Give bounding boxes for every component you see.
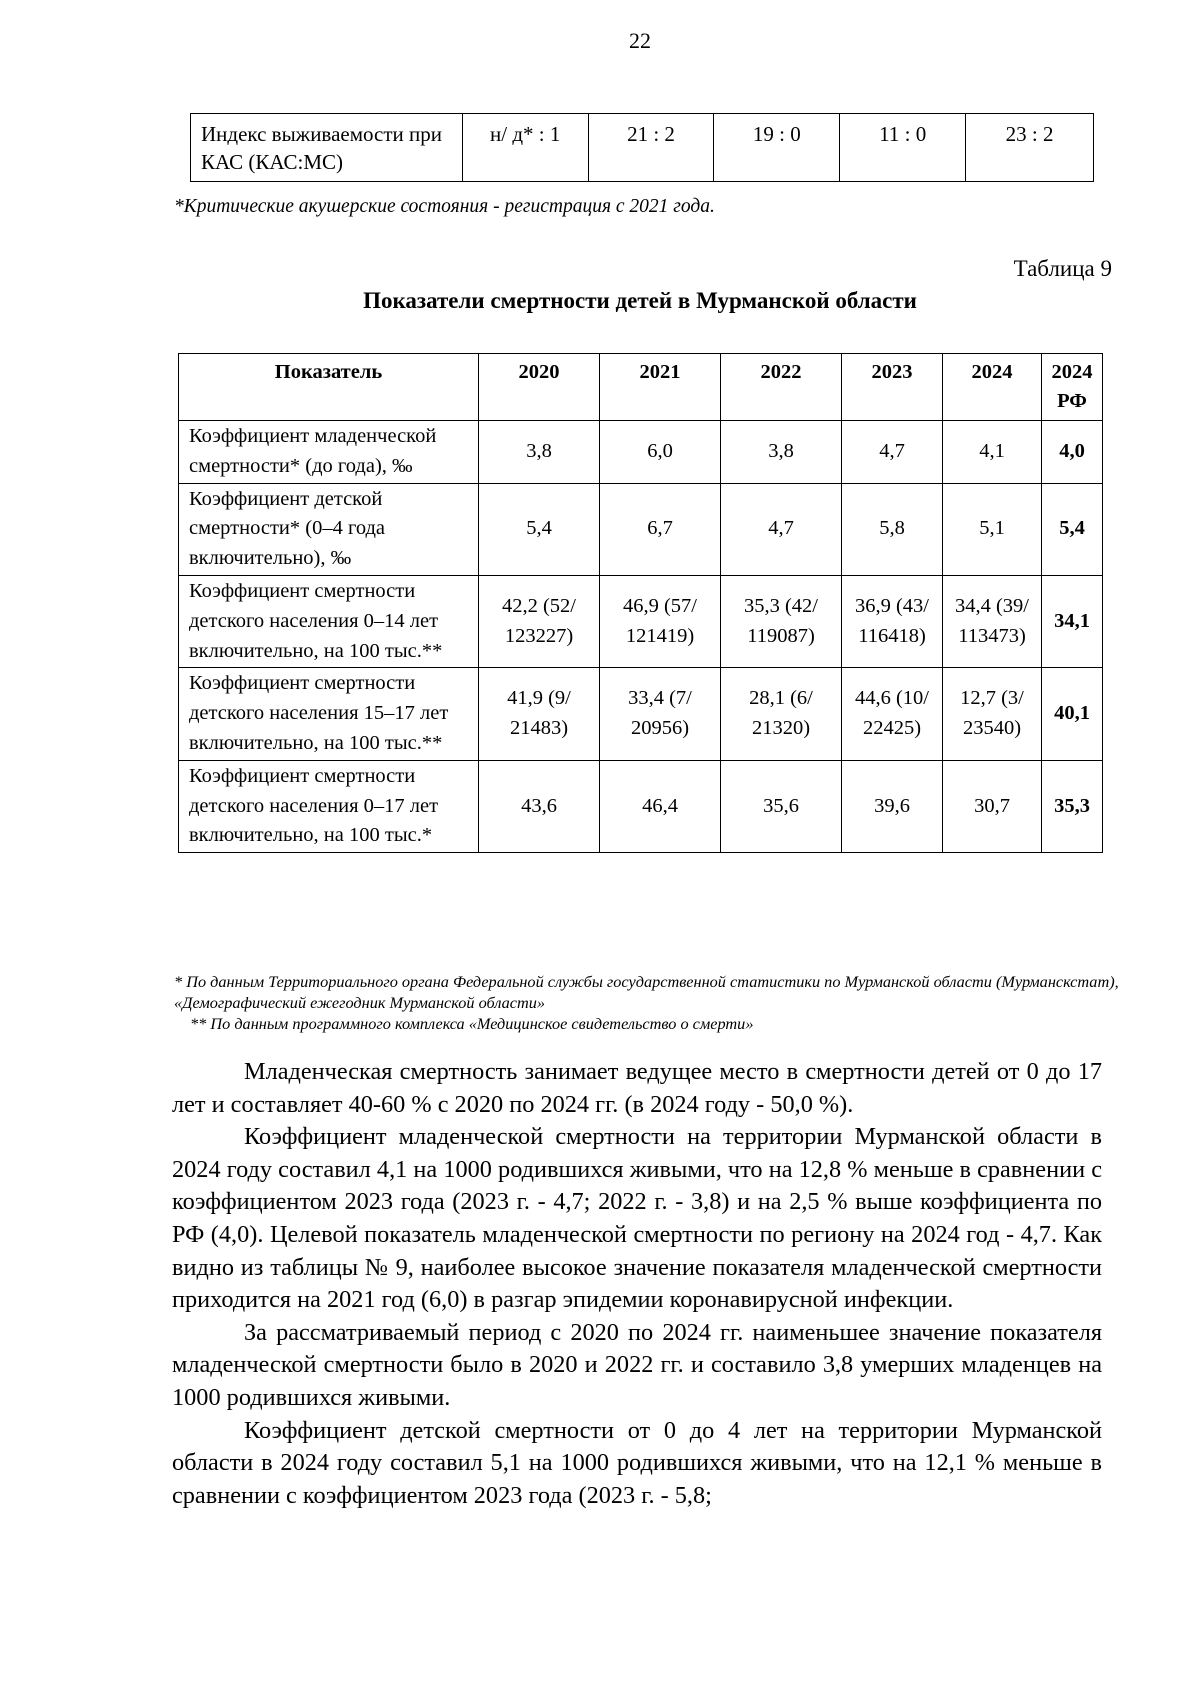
table-row — [179, 421, 1103, 484]
paragraph: Младенческая смертность занимает ведущее место в смертности детей от 0 до 17 лет и составляет 40-60 % с 2020 по 2024 гг. (в 2024 году - 50,0 %). — [172, 1058, 1102, 1118]
table-label: Таблица 9 — [1013, 256, 1112, 281]
body-text — [172, 1056, 1102, 1512]
table-cell: 5,4 — [479, 483, 600, 575]
table-cell: 4,1 — [943, 421, 1042, 484]
footnote-rosstat: * По данным Территориального органа Федеральной службы государственной статистики по Мурманской области (Мурманскстат), «Демографический ежегодник Мурманской области» — [174, 972, 1119, 1012]
table-row — [191, 114, 1094, 182]
table-cell: 19 : 0 — [714, 114, 840, 182]
table-cell: 30,7 — [943, 760, 1042, 852]
rf-cell: 35,3 — [1042, 760, 1103, 852]
column-header: 2020 — [479, 354, 600, 421]
table-header-row — [179, 354, 1103, 421]
rf-cell: 5,4 — [1042, 483, 1103, 575]
table-cell: 46,9 (57/ 121419) — [600, 575, 721, 667]
table-cell: 21 : 2 — [588, 114, 714, 182]
column-header: 2021 — [600, 354, 721, 421]
table-title: Показатели смертности детей в Мурманской области — [363, 288, 917, 313]
table-cell: 5,1 — [943, 483, 1042, 575]
column-header: Показатель — [179, 354, 479, 421]
table-cell: 33,4 (7/ 20956) — [600, 668, 721, 760]
rf-cell: 40,1 — [1042, 668, 1103, 760]
table-cell: 44,6 (10/ 22425) — [842, 668, 943, 760]
table-cell: 4,7 — [721, 483, 842, 575]
row-label: Индекс выживаемости при КАС (КАС:МС) — [191, 114, 463, 182]
page-number: 22 — [629, 28, 651, 53]
rf-cell: 4,0 — [1042, 421, 1103, 484]
table-cell: 35,3 (42/ 119087) — [721, 575, 842, 667]
table-row — [179, 668, 1103, 760]
table-row — [179, 483, 1103, 575]
top-table-note: *Критические акушерские состояния - регистрация с 2021 года. — [174, 196, 715, 217]
column-header: 2022 — [721, 354, 842, 421]
row-label: Коэффициент смертности детского населения 0–14 лет включительно, на 100 тыс.** — [179, 575, 479, 667]
footnote-death-certificate: ** По данным программного комплекса «Медицинское свидетельство о смерти» — [190, 1014, 754, 1033]
paragraph: Коэффициент младенческой смертности на территории Мурманской области в 2024 году составил 4,1 на 1000 родившихся живыми, что на 12,8 % меньше в сравнении с коэффициентом 2023 года (2023 г. - 4,7; 2022 г. - 3,8) и на 2,5 % выше коэффициента по РФ (4,0). Целевой показатель младенческой смертности по региону на 2024 год - 4,7. Как видно из таблицы № 9, наиболее высокое значение показателя младенческой смертности приходится на 2021 год (6,0) в разгар эпидемии коронавирусной инфекции. — [172, 1123, 1102, 1314]
table-cell: 23 : 2 — [966, 114, 1094, 182]
table-cell: 42,2 (52/ 123227) — [479, 575, 600, 667]
row-label: Коэффициент младенческой смертности* (до года), ‰ — [179, 421, 479, 484]
table-cell: 11 : 0 — [840, 114, 966, 182]
table-row — [179, 575, 1103, 667]
column-header: 2024 РФ — [1042, 354, 1103, 421]
table-cell: 36,9 (43/ 116418) — [842, 575, 943, 667]
row-label: Коэффициент смертности детского населения 15–17 лет включительно, на 100 тыс.** — [179, 668, 479, 760]
row-label: Коэффициент смертности детского населения 0–17 лет включительно, на 100 тыс.* — [179, 760, 479, 852]
paragraph: Коэффициент детской смертности от 0 до 4 лет на территории Мурманской области в 2024 году составил 5,1 на 1000 родившихся живыми, что на 12,1 % меньше в сравнении с коэффициентом 2023 года (2023 г. - 5,8; — [172, 1416, 1102, 1509]
table-cell: 6,0 — [600, 421, 721, 484]
table-cell: 39,6 — [842, 760, 943, 852]
paragraph: За рассматриваемый период с 2020 по 2024 гг. наименьшее значение показателя младенческой смертности было в 2020 и 2022 гг. и составило 3,8 умерших младенцев на 1000 родившихся живыми. — [172, 1318, 1102, 1411]
table-cell: 46,4 — [600, 760, 721, 852]
table-cell: 12,7 (3/ 23540) — [943, 668, 1042, 760]
rf-cell: 34,1 — [1042, 575, 1103, 667]
table-cell: 41,9 (9/ 21483) — [479, 668, 600, 760]
table-cell: 34,4 (39/ 113473) — [943, 575, 1042, 667]
table-row — [179, 760, 1103, 852]
table-cell: 3,8 — [479, 421, 600, 484]
table-cell: 5,8 — [842, 483, 943, 575]
table-cell: н/ д* : 1 — [462, 114, 588, 182]
child-mortality-table — [178, 353, 1103, 853]
column-header: 2023 — [842, 354, 943, 421]
table-cell: 3,8 — [721, 421, 842, 484]
table-cell: 35,6 — [721, 760, 842, 852]
table-cell: 28,1 (6/ 21320) — [721, 668, 842, 760]
table-cell: 6,7 — [600, 483, 721, 575]
column-header: 2024 — [943, 354, 1042, 421]
row-label: Коэффициент детской смертности* (0–4 года включительно), ‰ — [179, 483, 479, 575]
table-cell: 43,6 — [479, 760, 600, 852]
survival-index-table — [190, 113, 1094, 182]
table-cell: 4,7 — [842, 421, 943, 484]
